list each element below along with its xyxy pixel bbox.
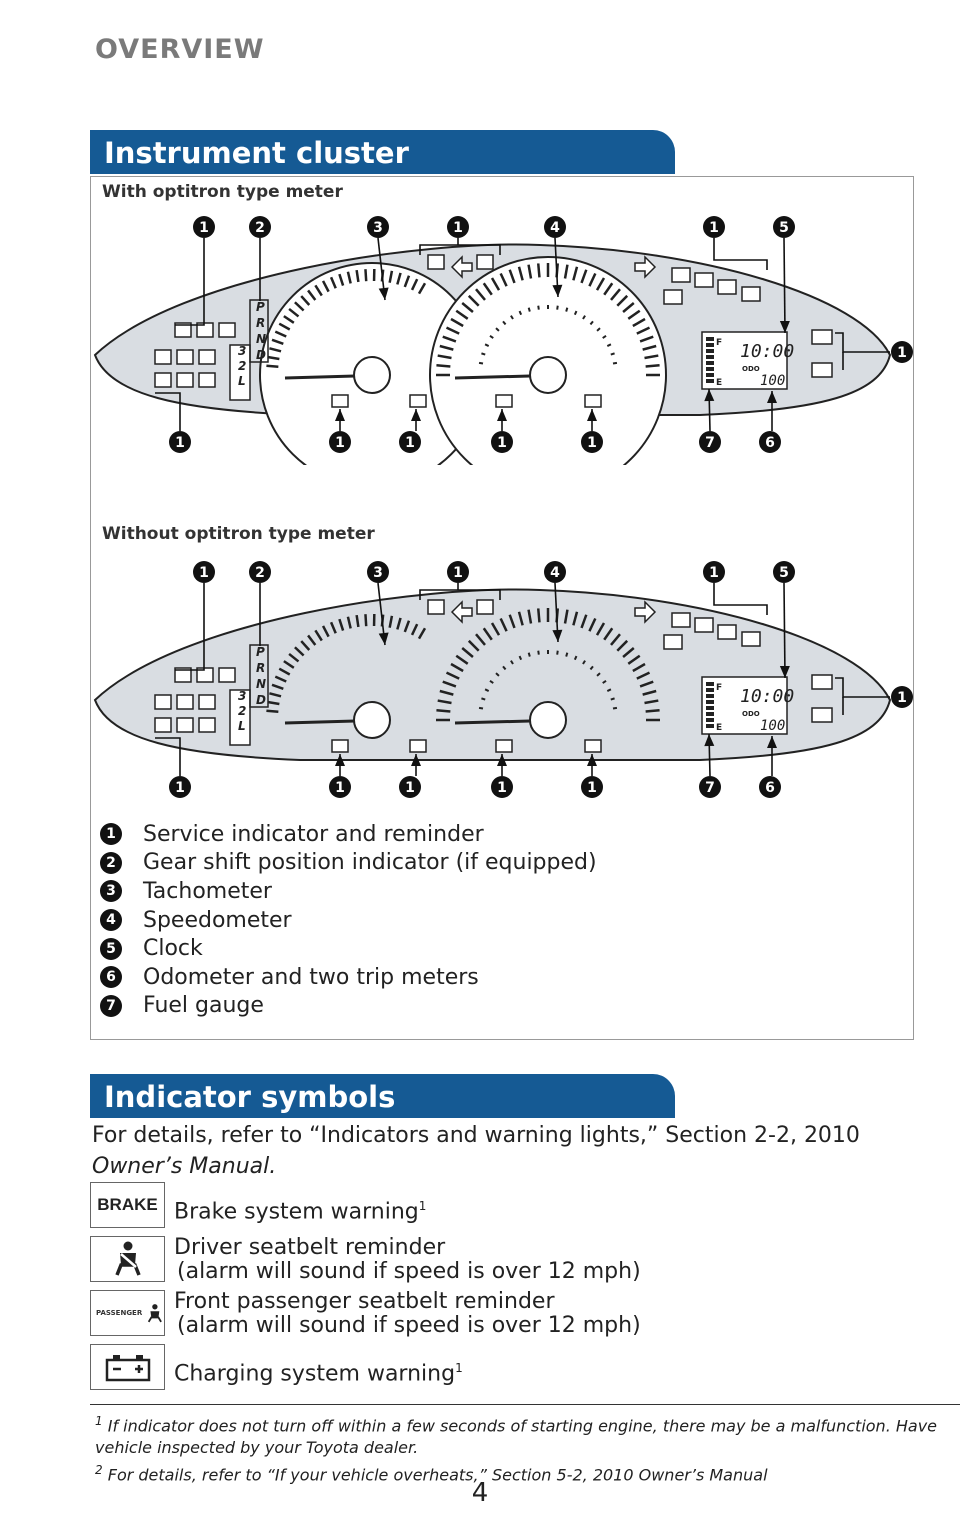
legend-number: 7 bbox=[100, 995, 122, 1017]
indicator-label bbox=[174, 1290, 641, 1338]
tachometer-hub bbox=[354, 702, 390, 738]
callout-number: 1 bbox=[587, 780, 597, 796]
indicator-lamp bbox=[428, 600, 444, 614]
tachometer-hub bbox=[354, 357, 390, 393]
odo-value: 100 bbox=[760, 373, 786, 389]
callout-number: 1 bbox=[897, 690, 907, 706]
indicator-lamp bbox=[742, 287, 760, 301]
legend-label: Speedometer bbox=[143, 907, 292, 933]
speedometer-minor-tick bbox=[557, 306, 558, 310]
footnote-mark: 2 bbox=[95, 1463, 103, 1478]
variant-2-label: Without optitron type meter bbox=[102, 524, 375, 544]
indicator-lamp bbox=[585, 395, 601, 407]
battery-icon bbox=[90, 1344, 165, 1390]
callout-number: 1 bbox=[453, 220, 463, 236]
details-text: For details, refer to “Indicators and warning lights,” Section 2-2, 2010 bbox=[92, 1123, 860, 1148]
speedometer-hub bbox=[530, 702, 566, 738]
indicator-lamp bbox=[177, 350, 193, 364]
gear-letter: 3 bbox=[238, 344, 247, 358]
speedometer-minor-tick bbox=[529, 653, 530, 657]
tachometer-tick bbox=[357, 270, 359, 282]
indicator-lamp bbox=[155, 718, 171, 732]
indicator-symbols-banner: Indicator symbols bbox=[90, 1074, 675, 1118]
callout-number: 1 bbox=[175, 435, 185, 451]
callout-number: 3 bbox=[373, 220, 383, 236]
speedometer-minor-tick bbox=[557, 651, 558, 655]
callout-number: 1 bbox=[709, 565, 719, 581]
speedometer-minor-tick bbox=[538, 306, 539, 310]
footnote-mark: 1 bbox=[95, 1414, 103, 1428]
speedometer-minor-tick bbox=[481, 698, 485, 699]
legend-number: 3 bbox=[100, 880, 122, 902]
indicator-lamp bbox=[742, 632, 760, 646]
tachometer-tick bbox=[266, 366, 278, 367]
indicator-lamp bbox=[428, 255, 444, 269]
indicator-label-text: Brake system warning bbox=[174, 1199, 419, 1225]
instrument-cluster-banner: Instrument cluster bbox=[90, 130, 675, 174]
fuel-bar-segment bbox=[706, 700, 714, 704]
legend-label: Service indicator and reminder bbox=[143, 821, 484, 847]
indicator-lamp bbox=[664, 635, 682, 649]
gear-letter: N bbox=[256, 677, 267, 691]
details-manual-ref: Owner’s Manual. bbox=[92, 1154, 277, 1179]
legend-label: Odometer and two trip meters bbox=[143, 964, 479, 990]
speedometer-minor-tick bbox=[613, 708, 617, 709]
callout-number: 5 bbox=[779, 220, 789, 236]
odo-value: 100 bbox=[760, 718, 786, 734]
cluster-diagram-standard bbox=[0, 550, 960, 810]
fuel-full-label: F bbox=[716, 683, 723, 693]
indicator-lamp bbox=[177, 718, 193, 732]
footnote-divider bbox=[90, 1404, 960, 1405]
indicator-label bbox=[174, 1236, 641, 1284]
legend-number: 1 bbox=[100, 823, 122, 845]
indicator-label-text: Driver seatbelt reminder bbox=[174, 1235, 446, 1260]
indicator-label-text: Charging system warning bbox=[174, 1361, 456, 1387]
indicator-lamp bbox=[155, 350, 171, 364]
legend-item bbox=[100, 963, 597, 992]
callout-number: 1 bbox=[897, 345, 907, 361]
speedometer-needle bbox=[455, 376, 530, 378]
fuel-bar-segment bbox=[706, 337, 714, 341]
tachometer-tick bbox=[357, 615, 359, 627]
indicator-label bbox=[174, 1356, 463, 1386]
indicator-lamp bbox=[155, 695, 171, 709]
leader-line bbox=[784, 583, 785, 678]
fuel-full-label: F bbox=[716, 338, 723, 348]
seatbelt-icon bbox=[90, 1236, 165, 1282]
speedometer-tick bbox=[538, 263, 539, 277]
gear-letter: L bbox=[238, 374, 246, 388]
fuel-bar-segment bbox=[706, 718, 714, 722]
footnote-ref: 1 bbox=[455, 1361, 463, 1375]
legend-label: Clock bbox=[143, 936, 203, 962]
indicator-lamp bbox=[695, 618, 713, 632]
indicator-lamp bbox=[718, 625, 736, 639]
indicator-lamp bbox=[477, 255, 493, 269]
leader-line bbox=[714, 238, 767, 270]
indicator-lamp bbox=[664, 290, 682, 304]
leader-line bbox=[714, 583, 767, 615]
footnote-text: If indicator does not turn off within a few seconds of starting engine, there may be a malfunction. Have vehicle inspected by your Toyota dealer. bbox=[95, 1416, 938, 1458]
gear-letter: P bbox=[256, 645, 265, 659]
tachometer-tick bbox=[365, 614, 366, 626]
gear-letter: L bbox=[238, 719, 246, 733]
tachometer-needle bbox=[285, 376, 355, 378]
callout-number: 6 bbox=[765, 780, 775, 796]
indicator-lamp bbox=[812, 363, 832, 377]
cluster-legend bbox=[100, 820, 597, 1020]
speedometer-tick bbox=[646, 365, 660, 366]
speedometer-minor-tick bbox=[613, 363, 617, 364]
speedometer-hub bbox=[530, 357, 566, 393]
footnotes bbox=[95, 1410, 955, 1487]
indicator-lamp bbox=[199, 373, 215, 387]
indicator-lamp bbox=[155, 373, 171, 387]
indicator-lamp bbox=[199, 695, 215, 709]
indicator-lamp bbox=[812, 330, 832, 344]
callout-number: 1 bbox=[709, 220, 719, 236]
passenger-seatbelt-icon bbox=[90, 1290, 165, 1336]
tachometer-needle bbox=[285, 721, 355, 723]
brake-icon-text: BRAKE bbox=[97, 1195, 158, 1214]
legend-item bbox=[100, 849, 597, 878]
callout-number: 1 bbox=[335, 780, 345, 796]
legend-item bbox=[100, 992, 597, 1021]
speedometer-tick bbox=[436, 710, 450, 711]
gear-letter: 3 bbox=[238, 689, 247, 703]
legend-number: 4 bbox=[100, 909, 122, 931]
legend-item bbox=[100, 934, 597, 963]
indicator-label-text: Front passenger seatbelt reminder bbox=[174, 1289, 555, 1314]
gear-letter: D bbox=[256, 348, 266, 362]
footnote-1 bbox=[95, 1410, 955, 1459]
footnote-ref: 1 bbox=[418, 1199, 427, 1213]
indicator-lamp bbox=[332, 395, 348, 407]
legend-label: Tachometer bbox=[143, 878, 272, 904]
legend-item bbox=[100, 820, 597, 849]
callout-number: 1 bbox=[405, 780, 415, 796]
speedometer-tick bbox=[436, 365, 450, 366]
callout-number: 7 bbox=[705, 435, 715, 451]
fuel-bar-segment bbox=[706, 694, 714, 698]
page-number: 4 bbox=[471, 1478, 489, 1508]
indicator-lamp bbox=[672, 268, 690, 282]
fuel-bar-segment bbox=[706, 712, 714, 716]
indicator-lamp bbox=[812, 675, 832, 689]
fuel-bar-segment bbox=[706, 682, 714, 686]
fuel-bar-segment bbox=[706, 373, 714, 377]
indicator-lamp bbox=[496, 395, 512, 407]
fuel-bar-segment bbox=[706, 355, 714, 359]
speedometer-minor-tick bbox=[566, 308, 567, 312]
speedometer-minor-tick bbox=[611, 698, 615, 699]
variant-1-label: With optitron type meter bbox=[102, 182, 343, 202]
speedometer-needle bbox=[455, 721, 530, 723]
indicator-lamp bbox=[585, 740, 601, 752]
fuel-bar-segment bbox=[706, 343, 714, 347]
callout-number: 1 bbox=[587, 435, 597, 451]
indicator-lamp bbox=[477, 600, 493, 614]
callout-number: 1 bbox=[199, 565, 209, 581]
fuel-bar-segment bbox=[706, 724, 714, 728]
fuel-bar-segment bbox=[706, 361, 714, 365]
callout-number: 6 bbox=[765, 435, 775, 451]
odo-label: ODO bbox=[742, 365, 760, 373]
brake-icon bbox=[90, 1182, 165, 1228]
legend-number: 6 bbox=[100, 966, 122, 988]
speedometer-minor-tick bbox=[538, 651, 539, 655]
callout-number: 4 bbox=[550, 565, 560, 581]
indicator-label bbox=[174, 1194, 426, 1224]
fuel-bar-segment bbox=[706, 688, 714, 692]
gear-letter: N bbox=[256, 332, 267, 346]
callout-number: 2 bbox=[255, 220, 265, 236]
indicator-lamp bbox=[496, 740, 512, 752]
gear-letter: 2 bbox=[238, 704, 247, 718]
legend-number: 2 bbox=[100, 852, 122, 874]
gear-letter: R bbox=[256, 316, 266, 330]
indicator-lamp bbox=[718, 280, 736, 294]
lcd-clock: 10:00 bbox=[740, 341, 795, 362]
indicator-lamp bbox=[410, 740, 426, 752]
tachometer-tick bbox=[365, 269, 366, 281]
tachometer-tick bbox=[266, 711, 278, 712]
indicator-lamp bbox=[177, 373, 193, 387]
fuel-bar-segment bbox=[706, 379, 714, 383]
callout-number: 4 bbox=[550, 220, 560, 236]
callout-number: 1 bbox=[497, 780, 507, 796]
gear-letter: P bbox=[256, 300, 265, 314]
indicator-lamp bbox=[199, 350, 215, 364]
legend-item bbox=[100, 906, 597, 935]
callout-number: 3 bbox=[373, 565, 383, 581]
passenger-icon-text: PASSENGER bbox=[96, 1309, 143, 1317]
callout-number: 1 bbox=[335, 435, 345, 451]
legend-label: Gear shift position indicator (if equipped) bbox=[143, 850, 597, 876]
fuel-bar-segment bbox=[706, 706, 714, 710]
speedometer-minor-tick bbox=[529, 308, 530, 312]
gear-letter: D bbox=[256, 693, 266, 707]
fuel-bar-segment bbox=[706, 367, 714, 371]
speedometer-tick bbox=[646, 710, 660, 711]
legend-number: 5 bbox=[100, 938, 122, 960]
callout-number: 7 bbox=[705, 780, 715, 796]
section-header: OVERVIEW bbox=[95, 34, 265, 65]
indicator-label-note: (alarm will sound if speed is over 12 mph) bbox=[177, 1313, 641, 1338]
fuel-empty-label: E bbox=[716, 378, 723, 388]
gear-letter: R bbox=[256, 661, 266, 675]
legend-item bbox=[100, 877, 597, 906]
indicator-lamp bbox=[219, 323, 235, 337]
callout-number: 1 bbox=[199, 220, 209, 236]
indicator-lamp bbox=[219, 668, 235, 682]
callout-number: 1 bbox=[405, 435, 415, 451]
speedometer-minor-tick bbox=[611, 353, 615, 354]
callout-number: 2 bbox=[255, 565, 265, 581]
legend-label: Fuel gauge bbox=[143, 993, 264, 1019]
indicator-lamp bbox=[332, 740, 348, 752]
indicator-lamp bbox=[812, 708, 832, 722]
leader-line bbox=[784, 238, 785, 333]
fuel-empty-label: E bbox=[716, 723, 723, 733]
speedometer-minor-tick bbox=[479, 363, 483, 364]
speedometer-tick bbox=[538, 608, 539, 622]
speedometer-minor-tick bbox=[479, 708, 483, 709]
details-paragraph bbox=[92, 1120, 912, 1182]
speedometer-minor-tick bbox=[566, 653, 567, 657]
lcd-clock: 10:00 bbox=[740, 686, 795, 707]
callout-number: 1 bbox=[497, 435, 507, 451]
fuel-bar-segment bbox=[706, 349, 714, 353]
indicator-label-note: (alarm will sound if speed is over 12 mph) bbox=[177, 1259, 641, 1284]
indicator-lamp bbox=[410, 395, 426, 407]
indicator-lamp bbox=[672, 613, 690, 627]
speedometer-minor-tick bbox=[481, 353, 485, 354]
indicator-lamp bbox=[199, 718, 215, 732]
indicator-lamp bbox=[177, 695, 193, 709]
callout-number: 1 bbox=[175, 780, 185, 796]
cluster-diagram-optitron bbox=[0, 205, 960, 465]
indicator-lamp bbox=[695, 273, 713, 287]
callout-number: 1 bbox=[453, 565, 463, 581]
footnote-text: For details, refer to “If your vehicle overheats,” Section 5-2, 2010 Owner’s Manual bbox=[107, 1465, 768, 1485]
gear-letter: 2 bbox=[238, 359, 247, 373]
callout-number: 5 bbox=[779, 565, 789, 581]
odo-label: ODO bbox=[742, 710, 760, 718]
